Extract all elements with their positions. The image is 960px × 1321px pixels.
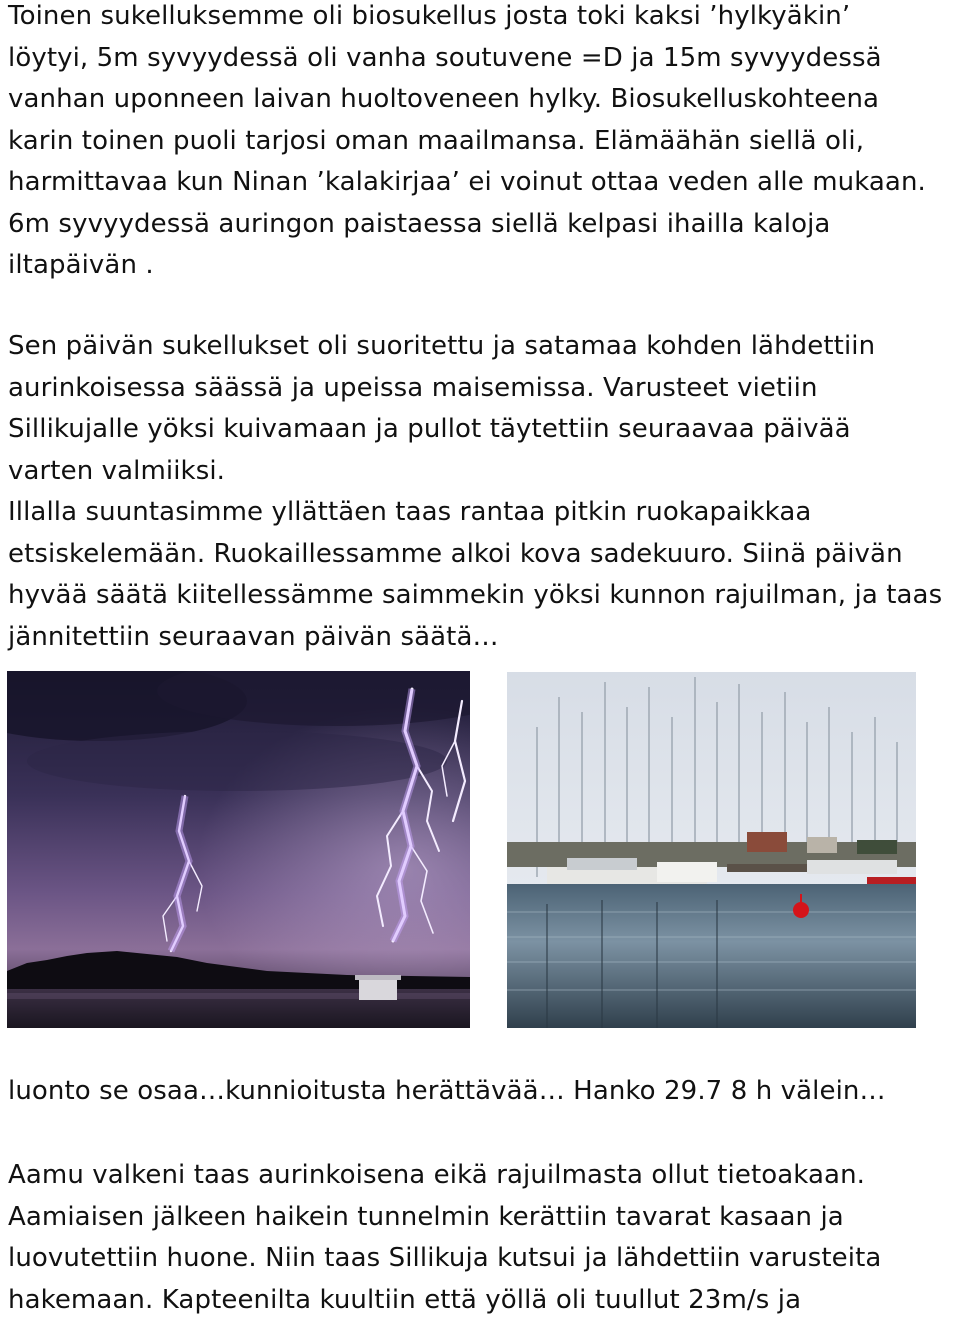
text-line: löytyi, 5m syvyydessä oli vanha soutuvene =D ja 15m syvyydessä [8, 42, 882, 73]
text-line: Illalla suuntasimme yllättäen taas rantaa pitkin ruokapaikkaa [8, 497, 812, 527]
text-line: etsiskelemään. Ruokaillessamme alkoi kova sadekuuro. Siinä päivän [8, 538, 903, 569]
text-line: Sillikujalle yöksi kuivamaan ja pullot täytettiin seuraavaa päivää [8, 414, 851, 444]
text-line: Sen päivän sukellukset oli suoritettu ja satamaa kohden lähdettiin [8, 331, 876, 361]
text-line: iltapäivän . [8, 250, 154, 280]
paragraph-morning [8, 1155, 958, 1321]
text-line: Aamu valkeni taas aurinkoisena eikä rajuilmasta ollut tietoakaan. [8, 1160, 866, 1190]
lightning-storm-photo [7, 671, 470, 1028]
text-line: 6m syvyydessä auringon paistaessa siellä kelpasi ihailla kaloja [8, 208, 831, 239]
text-line: luovutettiin huone. Niin taas Sillikuja kutsui ja lähdettiin varusteita [8, 1243, 882, 1273]
text-line: vanhan uponneen laivan huoltoveneen hylky. Biosukelluskohteena [8, 84, 880, 114]
paragraph-evening [8, 326, 958, 658]
paragraph-dive [8, 0, 958, 287]
text-line: harmittavaa kun Ninan ’kalakirjaa’ ei voinut ottaa veden alle mukaan. [8, 167, 926, 197]
text-line: hakemaan. Kapteenilta kuultiin että yöllä oli tuullut 23m/s ja [8, 1284, 802, 1315]
harbor-marina-photo [507, 672, 916, 1028]
text-line: Toinen sukelluksemme oli biosukellus josta toki kaksi ’hylkyäkin’ [8, 1, 851, 31]
text-line: karin toinen puoli tarjosi oman maailmansa. Elämäähän siellä oli, [8, 125, 865, 156]
text-line: jännitettiin seuraavan päivän säätä… [8, 621, 499, 652]
text-line: Aamiaisen jälkeen haikein tunnelmin kerättiin tavarat kasaan ja [8, 1201, 844, 1232]
image-caption [8, 1071, 958, 1113]
text-line: aurinkoisessa säässä ja upeissa maisemissa. Varusteet vietiin [8, 372, 818, 403]
text-line: varten valmiiksi. [8, 455, 226, 486]
caption-text: luonto se osaa…kunnioitusta herättävää… Hanko 29.7 8 h välein… [8, 1076, 886, 1106]
text-line: hyvää säätä kiitellessämme saimmekin yöksi kunnon rajuilman, ja taas [8, 580, 943, 610]
